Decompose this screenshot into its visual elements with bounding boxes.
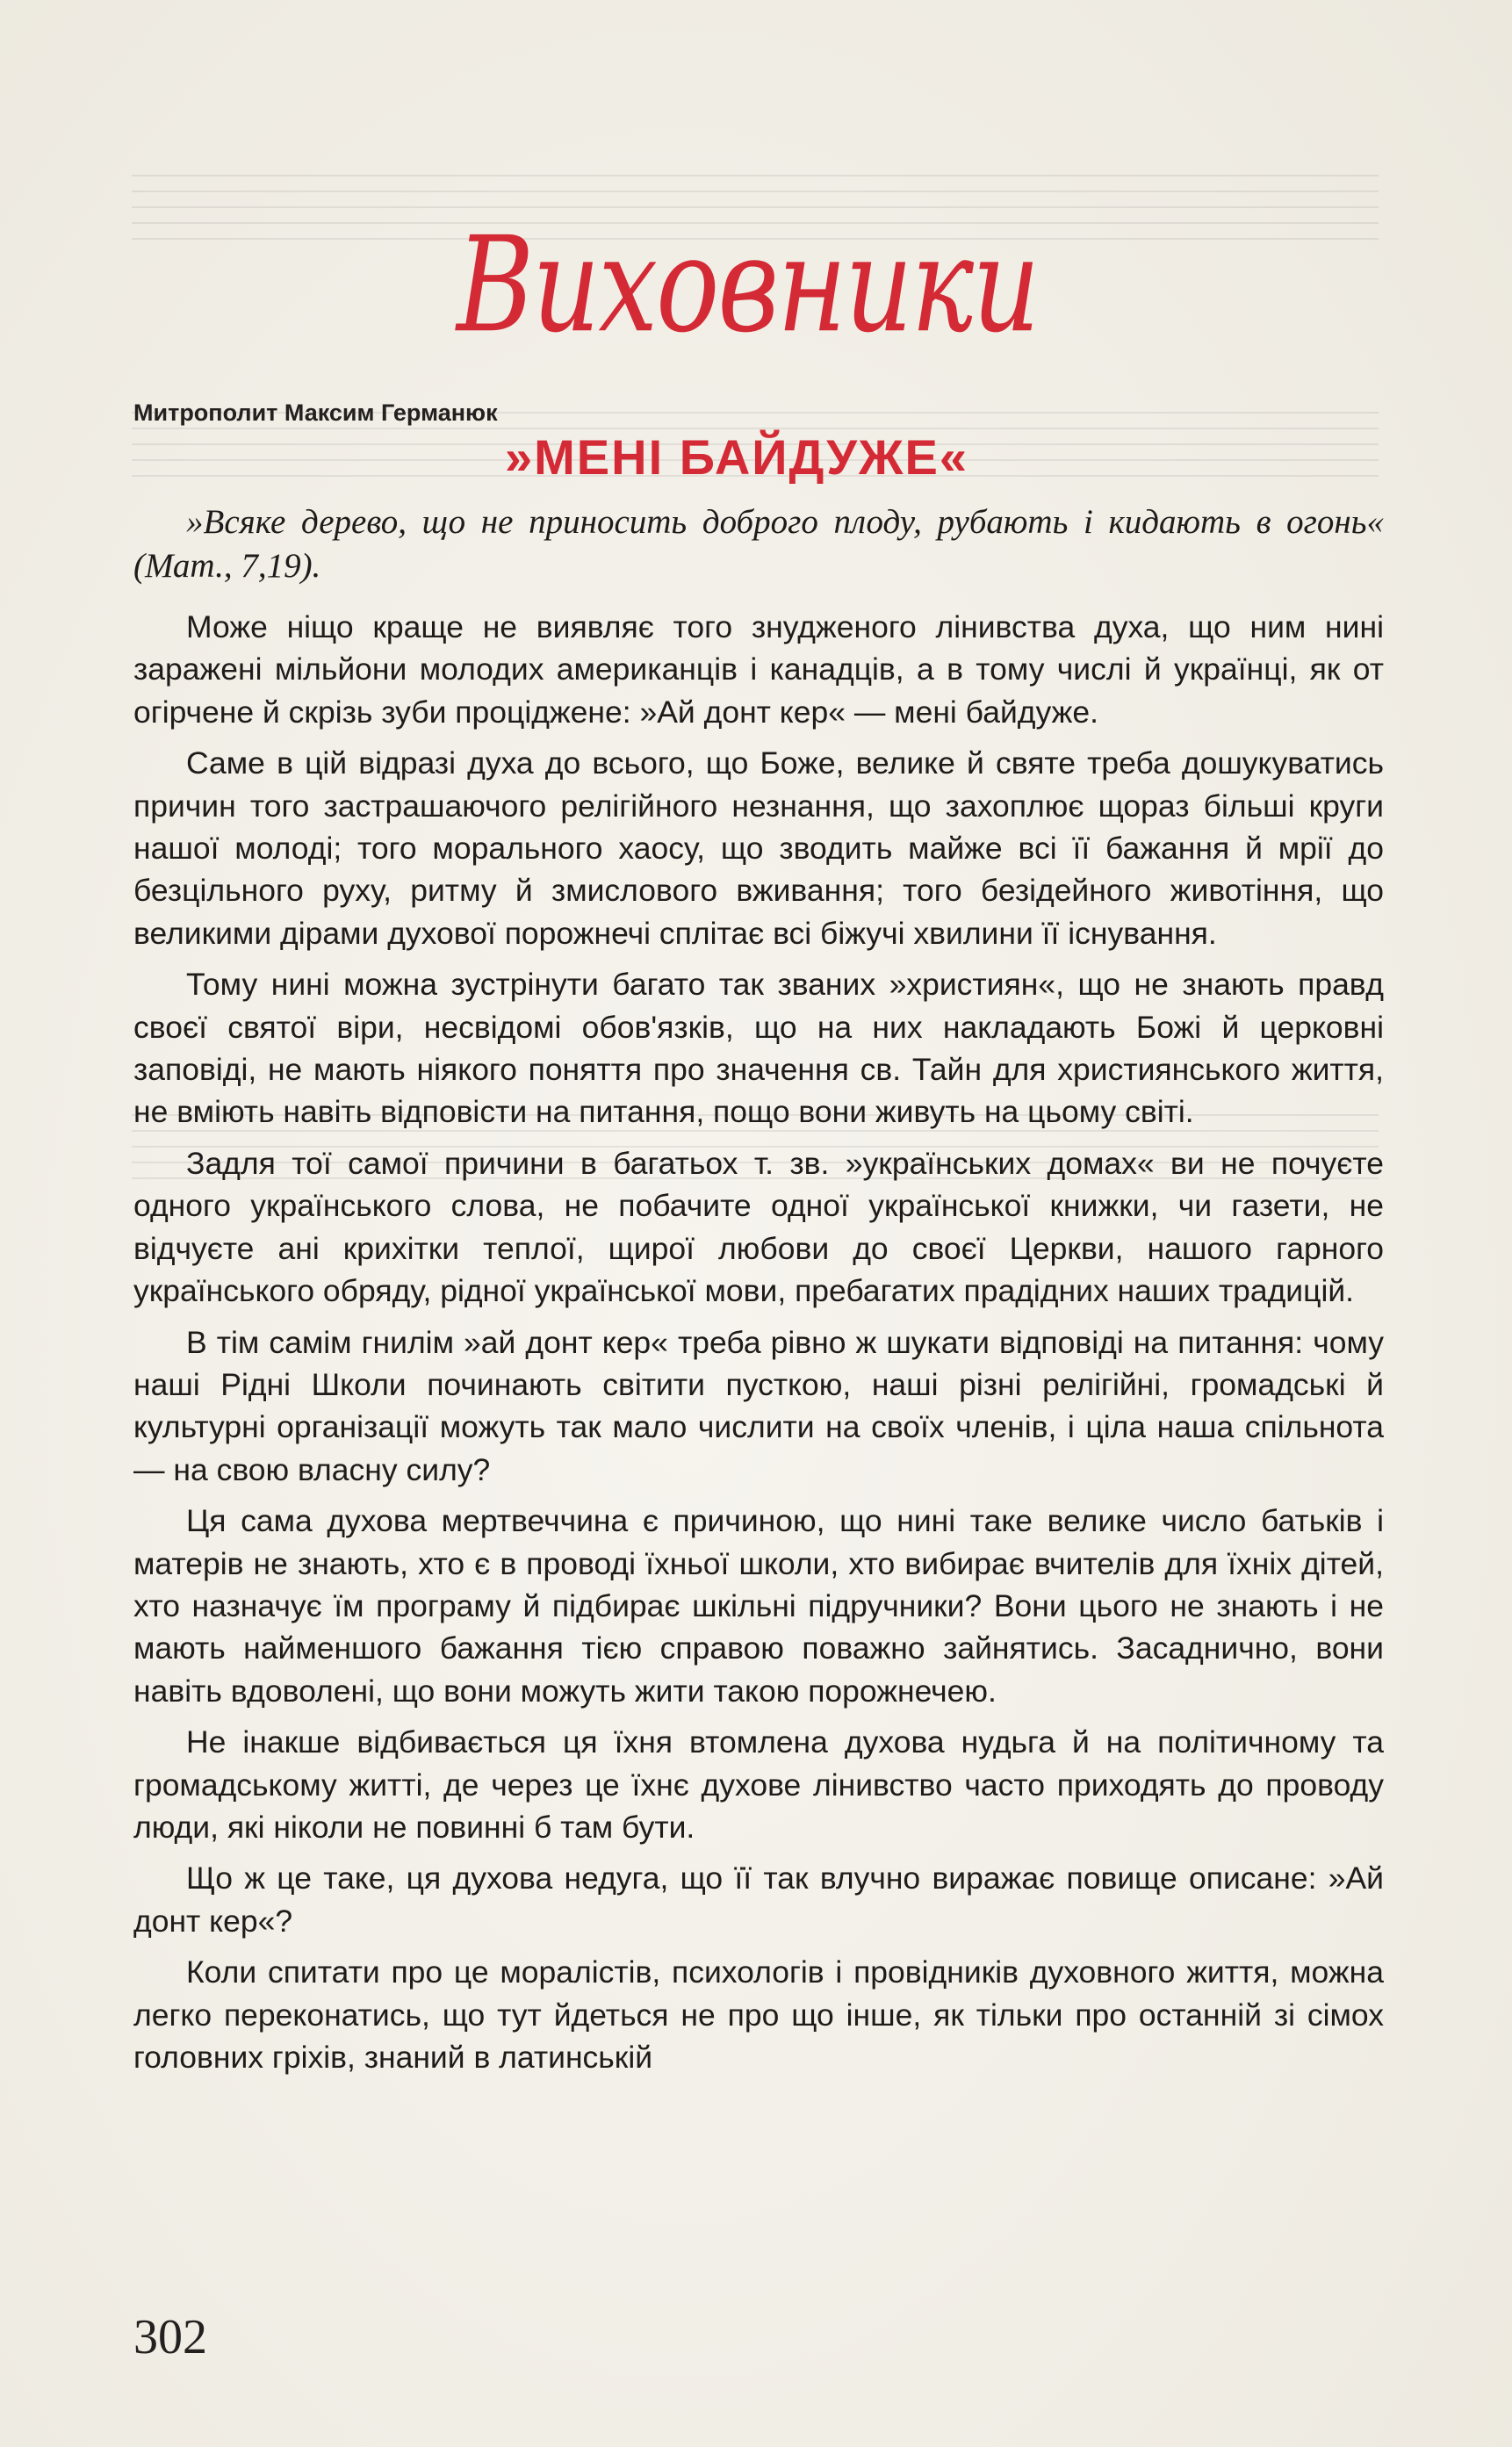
paragraph: Коли спитати про це моралістів, психологів і провідників духовного життя, можна легко переконатись, що тут йдеться не про що інше, як тільки про останній зі сімох головних гріхів, знаний в латинській: [133, 1954, 1384, 2075]
paragraph: Не інакше відбивається ця їхня втомлена духова нудьга й на політичному та громадському житті, де через це їхнє духове лінивство часто приходять до проводу люди, які ніколи не повинні б там бути.: [133, 1724, 1384, 1845]
section-title: [448, 171, 1039, 373]
epigraph: »Всяке дерево, що не приносить доброго плоду, рубають і кидають в огонь« (Мат., 7,19).: [133, 503, 1384, 585]
section-title-text: Виховники: [457, 209, 1039, 363]
paragraph: В тім самім гнилім »ай донт кер« треба рівно ж шукати відповіді на питання: чому наші Рідні Школи починають світити пусткою, наші різні релігійні, громадські й культурні організації можуть так мало числити на своїх членів, і ціла наша спільнота — на свою власну силу?: [133, 1324, 1384, 1487]
page-number: 302: [133, 2310, 207, 2364]
paragraph: Що ж це таке, ця духова недуга, що її так влучно виражає повище описане: »Ай донт кер«?: [133, 1860, 1384, 1939]
paragraph: Задля тої самої причини в багатьох т. зв. »українських домах« ви не почуєте одного українського слова, не побачите одної української книжки, чи газети, не відчуєте ані крихітки теплої, щирої любови до своєї Церкви, нашого гарного українського обряду, рідної української мови, пребагатих прадідних наших традицій.: [133, 1145, 1384, 1309]
paragraph: Тому нині можна зустрінути багато так званих »християн«, що не знають правд своєї святої віри, несвідомі обов'язків, що на них накладають Божі й церковні заповіді, не мають ніякого поняття про значення св. Тайн для християнського життя, не вміють навіть відповісти на питання, пощо вони живуть на цьому світі.: [133, 967, 1384, 1130]
section-title-lettering: [448, 171, 1039, 373]
article-headline: »МЕНІ БАЙДУЖЕ«: [505, 429, 969, 485]
author-name: Митрополит Максим Германюк: [133, 399, 498, 426]
paragraph: Саме в цій відразі духа до всього, що Боже, велике й святе треба дошукуватись причин того застрашаючого релігійного незнання, що захоплює щораз більші круги нашої молоді; того морального хаосу, що зводить майже всі її бажання й мрії до безцільного руху, ритму й змислового вживання; того безідейного животіння, що великими дірами духової порожнечі сплітає всі біжучі хвилини її існування.: [133, 745, 1384, 951]
paragraph: Може ніщо краще не виявляє того знудженого лінивства духа, що ним нині заражені мільйони молодих американців і канадців, а в тому числі й українці, як от огірчене й скрізь зуби проціджене: »Ай донт кер« — мені байдуже.: [133, 609, 1384, 730]
paragraph: Ця сама духова мертвеччина є причиною, що нині таке велике число батьків і матерів не знають, хто є в проводі їхньої школи, хто вибирає вчителів для їхніх дітей, хто назначує їм програму й підбирає шкільні підручники? Вони цього не знають і не мають найменшого бажання тією справою поважно зайнятись. Засаднично, вони навіть вдоволені, що вони можуть жити такою порожнечею.: [133, 1503, 1384, 1709]
article-body: [133, 500, 1384, 2087]
